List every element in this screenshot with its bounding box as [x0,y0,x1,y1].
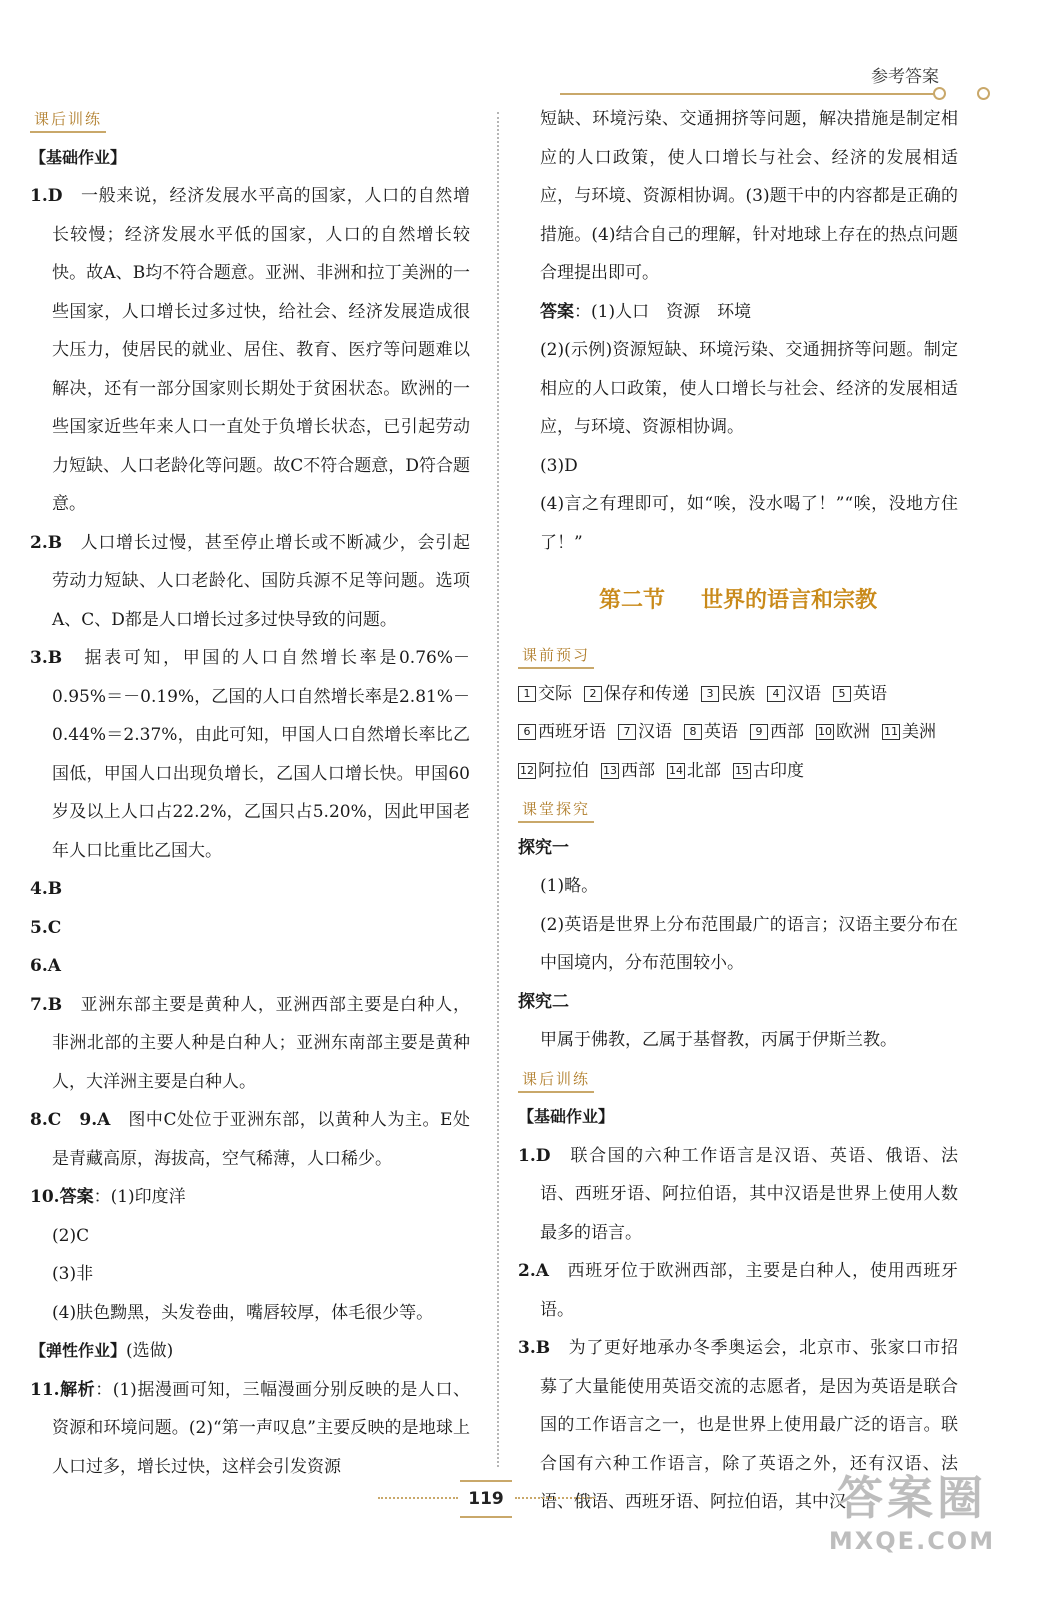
preview-answer-item [584,675,689,714]
page-header-title: 参考答案 [871,67,939,87]
answer-number-box: 6 [518,724,536,740]
answer-item-11-answer-3: (3)D [540,455,578,476]
answer-number-box: 3 [701,686,719,702]
explore-two-heading: 探究二 [518,991,569,1012]
answer-item-r1: 1.D 联合国的六种工作语言是汉语、英语、俄语、法语、西班牙语、阿拉伯语，其中汉语是世界上使用人数最多的语言。 [518,1145,959,1243]
header-rule [560,93,938,95]
answer-number-box: 9 [750,724,768,740]
section-tag-preview: 课前预习 [518,643,594,669]
answer-number-box: 14 [669,763,683,777]
answer-number-box: 12 [520,763,534,777]
explore-one-item-2: (2)英语是世界上分布范围最广的语言；汉语主要分布在中国境内，分布范围较小。 [540,914,958,973]
answer-item-11: 11.解析：(1)据漫画可知，三幅漫画分别反映的是人口、资源和环境问题。(2)“第一声叹息”主要反映的是地球上人口过多，增长过快，这样会引发资源 [30,1379,470,1477]
answer-number-box: 5 [833,686,851,702]
answer-item-10: 10.答案：(1)印度洋 [30,1187,186,1207]
answer-number-box: 7 [618,724,636,740]
answer-item-r2: 2.A 西班牙位于欧洲西部，主要是白种人，使用西班牙语。 [518,1261,959,1320]
preview-answer-text: 保存和传递 [604,683,689,704]
answer-item-8-9: 8.C 9.A 图中C处位于亚洲东部，以黄种人为主。E处是青藏高原，海拔高，空气稀薄，人口稀少。 [30,1110,471,1169]
preview-answer-item [701,675,755,714]
watermark-logo: 答案圈 MXQE.COM [828,1471,996,1555]
preview-answer-item [750,713,804,752]
section-tag-after-class: 课后训练 [518,1067,594,1093]
page-number: 119 [460,1480,512,1518]
answer-item-5: 5.C [30,917,62,938]
answer-item-10-2: (2)C [52,1225,90,1246]
preview-answer-item [767,675,821,714]
preview-answer-text: 英语 [704,722,738,742]
answer-number-box: 8 [684,724,702,740]
answer-item-r3: 3.B 为了更好地承办冬季奥运会，北京市、张家口市招募了大量能使用英语交流的志愿者，是因为英语是联合国的工作语言之一，也是世界上使用最广泛的语言。联合国有六种工作语言，除了英语之外，还有汉语、法语、俄语、西班牙语、阿拉伯语，其中汉 [518,1338,959,1512]
preview-answer-text: 北部 [687,760,721,781]
left-column [30,100,470,1486]
basic-homework-heading: 【基础作业】 [30,147,127,167]
answer-item-11-answer-2: (2)(示例)资源短缺、环境污染、交通拥挤等问题。制定相应的人口政策，使人口增长与社会、经济的发展相适应，与环境、资源相协调。 [540,340,958,437]
preview-answer-item [733,752,804,791]
answer-number-box: 4 [767,686,785,702]
answer-item-3: 3.B 据表可知，甲国的人口自然增长率是0.76%－0.95%＝－0.19%，乙国的人口自然增长率是2.81%－0.44%＝2.37%，由此可知，甲国人口自然增长率比乙国低，甲国人口出现负增长，乙国人口增长快。甲国60岁及以上人口占22.2%，乙国只占5.20%，因此甲国老年人口比重比乙国大。 [30,648,470,861]
answer-item-4: 4.B [30,879,63,899]
explore-one-heading: 探究一 [518,837,569,858]
preview-answer-text: 西班牙语 [538,722,606,742]
section-tag-classroom: 课堂探究 [518,797,594,823]
preview-answer-item [667,752,721,791]
preview-answer-item [518,675,572,714]
answer-item-10-4: (4)肤色黝黑，头发卷曲，嘴唇较厚，体毛很少等。 [52,1302,434,1323]
preview-answer-item [882,713,936,752]
preview-answer-text: 美洲 [902,722,936,742]
preview-answer-text: 英语 [853,683,887,704]
preview-answer-text: 西部 [621,760,655,781]
preview-answer-item [618,713,672,752]
answer-item-6: 6.A [30,956,61,976]
preview-answer-list [518,675,958,791]
preview-answer-item [601,752,655,791]
preview-answer-text: 民族 [721,683,755,704]
header-dot-icon [933,87,946,100]
preview-answer-text: 古印度 [753,760,804,781]
preview-answer-item [518,713,606,752]
chapter-title: 第二节 世界的语言和宗教 [598,587,878,613]
explore-two-item: 甲属于佛教，乙属于基督教，丙属于伊斯兰教。 [540,1030,897,1050]
answer-item-11-answer-4: (4)言之有理即可，如“唉，没水喝了！”“唉，没地方住了！” [540,494,958,553]
column-divider [497,112,499,1467]
answer-number-box: 11 [884,725,898,738]
preview-answer-item [816,713,870,752]
answer-number-box: 2 [584,686,602,702]
answer-item-11-answer: 答案：(1)人口 资源 环境 [540,301,752,322]
preview-answer-text: 欧洲 [836,722,870,742]
preview-answer-text: 阿拉伯 [538,760,589,781]
answer-item-2: 2.B 人口增长过慢，甚至停止增长或不断减少，会引起劳动力短缺、人口老龄化、国防兵源不足等问题。选项A、C、D都是人口增长过多过快导致的问题。 [30,532,471,630]
answer-item-7: 7.B 亚洲东部主要是黄种人，亚洲西部主要是白种人，非洲北部的主要人种是白种人；亚洲东南部主要是黄种人，大洋洲主要是白种人。 [30,994,471,1092]
preview-answer-text: 汉语 [638,722,672,742]
preview-answer-text: 汉语 [787,683,821,704]
answer-item-11-continued: 短缺、环境污染、交通拥挤等问题，解决措施是制定相应的人口政策，使人口增长与社会、经济的发展相适应，与环境、资源相协调。(3)题干中的内容都是正确的措施。(4)结合自己的理解，针对地球上存在的热点问题合理提出即可。 [540,109,958,283]
answer-number-box: 10 [818,725,832,738]
answer-item-1: 1.D 一般来说，经济发展水平高的国家，人口的自然增长较慢；经济发展水平低的国家，人口的自然增长较快。故A、B均不符合题意。亚洲、非洲和拉丁美洲的一些国家，人口增长过多过快，给社会、经济发展造成很大压力，使居民的就业、居住、教育、医疗等问题难以解决，还有一部分国家则长期处于贫困状态。欧洲的一些国家近些年来人口一直处于负增长状态，已引起劳动力短缺、人口老龄化等问题。故C不符合题意，D符合题意。 [30,186,471,514]
basic-homework-heading: 【基础作业】 [518,1107,615,1126]
answer-number-box: 15 [735,763,749,777]
preview-answer-item [833,675,887,714]
elastic-homework-heading: 【弹性作业】(选做) [30,1341,174,1361]
footer-dots-left [378,1497,458,1499]
answer-item-10-3: (3)非 [52,1264,94,1284]
preview-answer-text: 交际 [538,683,572,704]
header-dot-icon [977,87,990,100]
preview-answer-text: 西部 [770,722,804,742]
answer-number-box: 13 [603,763,617,777]
preview-answer-item [518,752,589,791]
answer-number-box: 1 [518,686,536,702]
section-tag-after-class: 课后训练 [30,107,106,133]
explore-one-item-1: (1)略。 [540,876,599,896]
right-column [518,100,958,1522]
footer-dots-right [515,1497,595,1499]
preview-answer-item [684,713,738,752]
